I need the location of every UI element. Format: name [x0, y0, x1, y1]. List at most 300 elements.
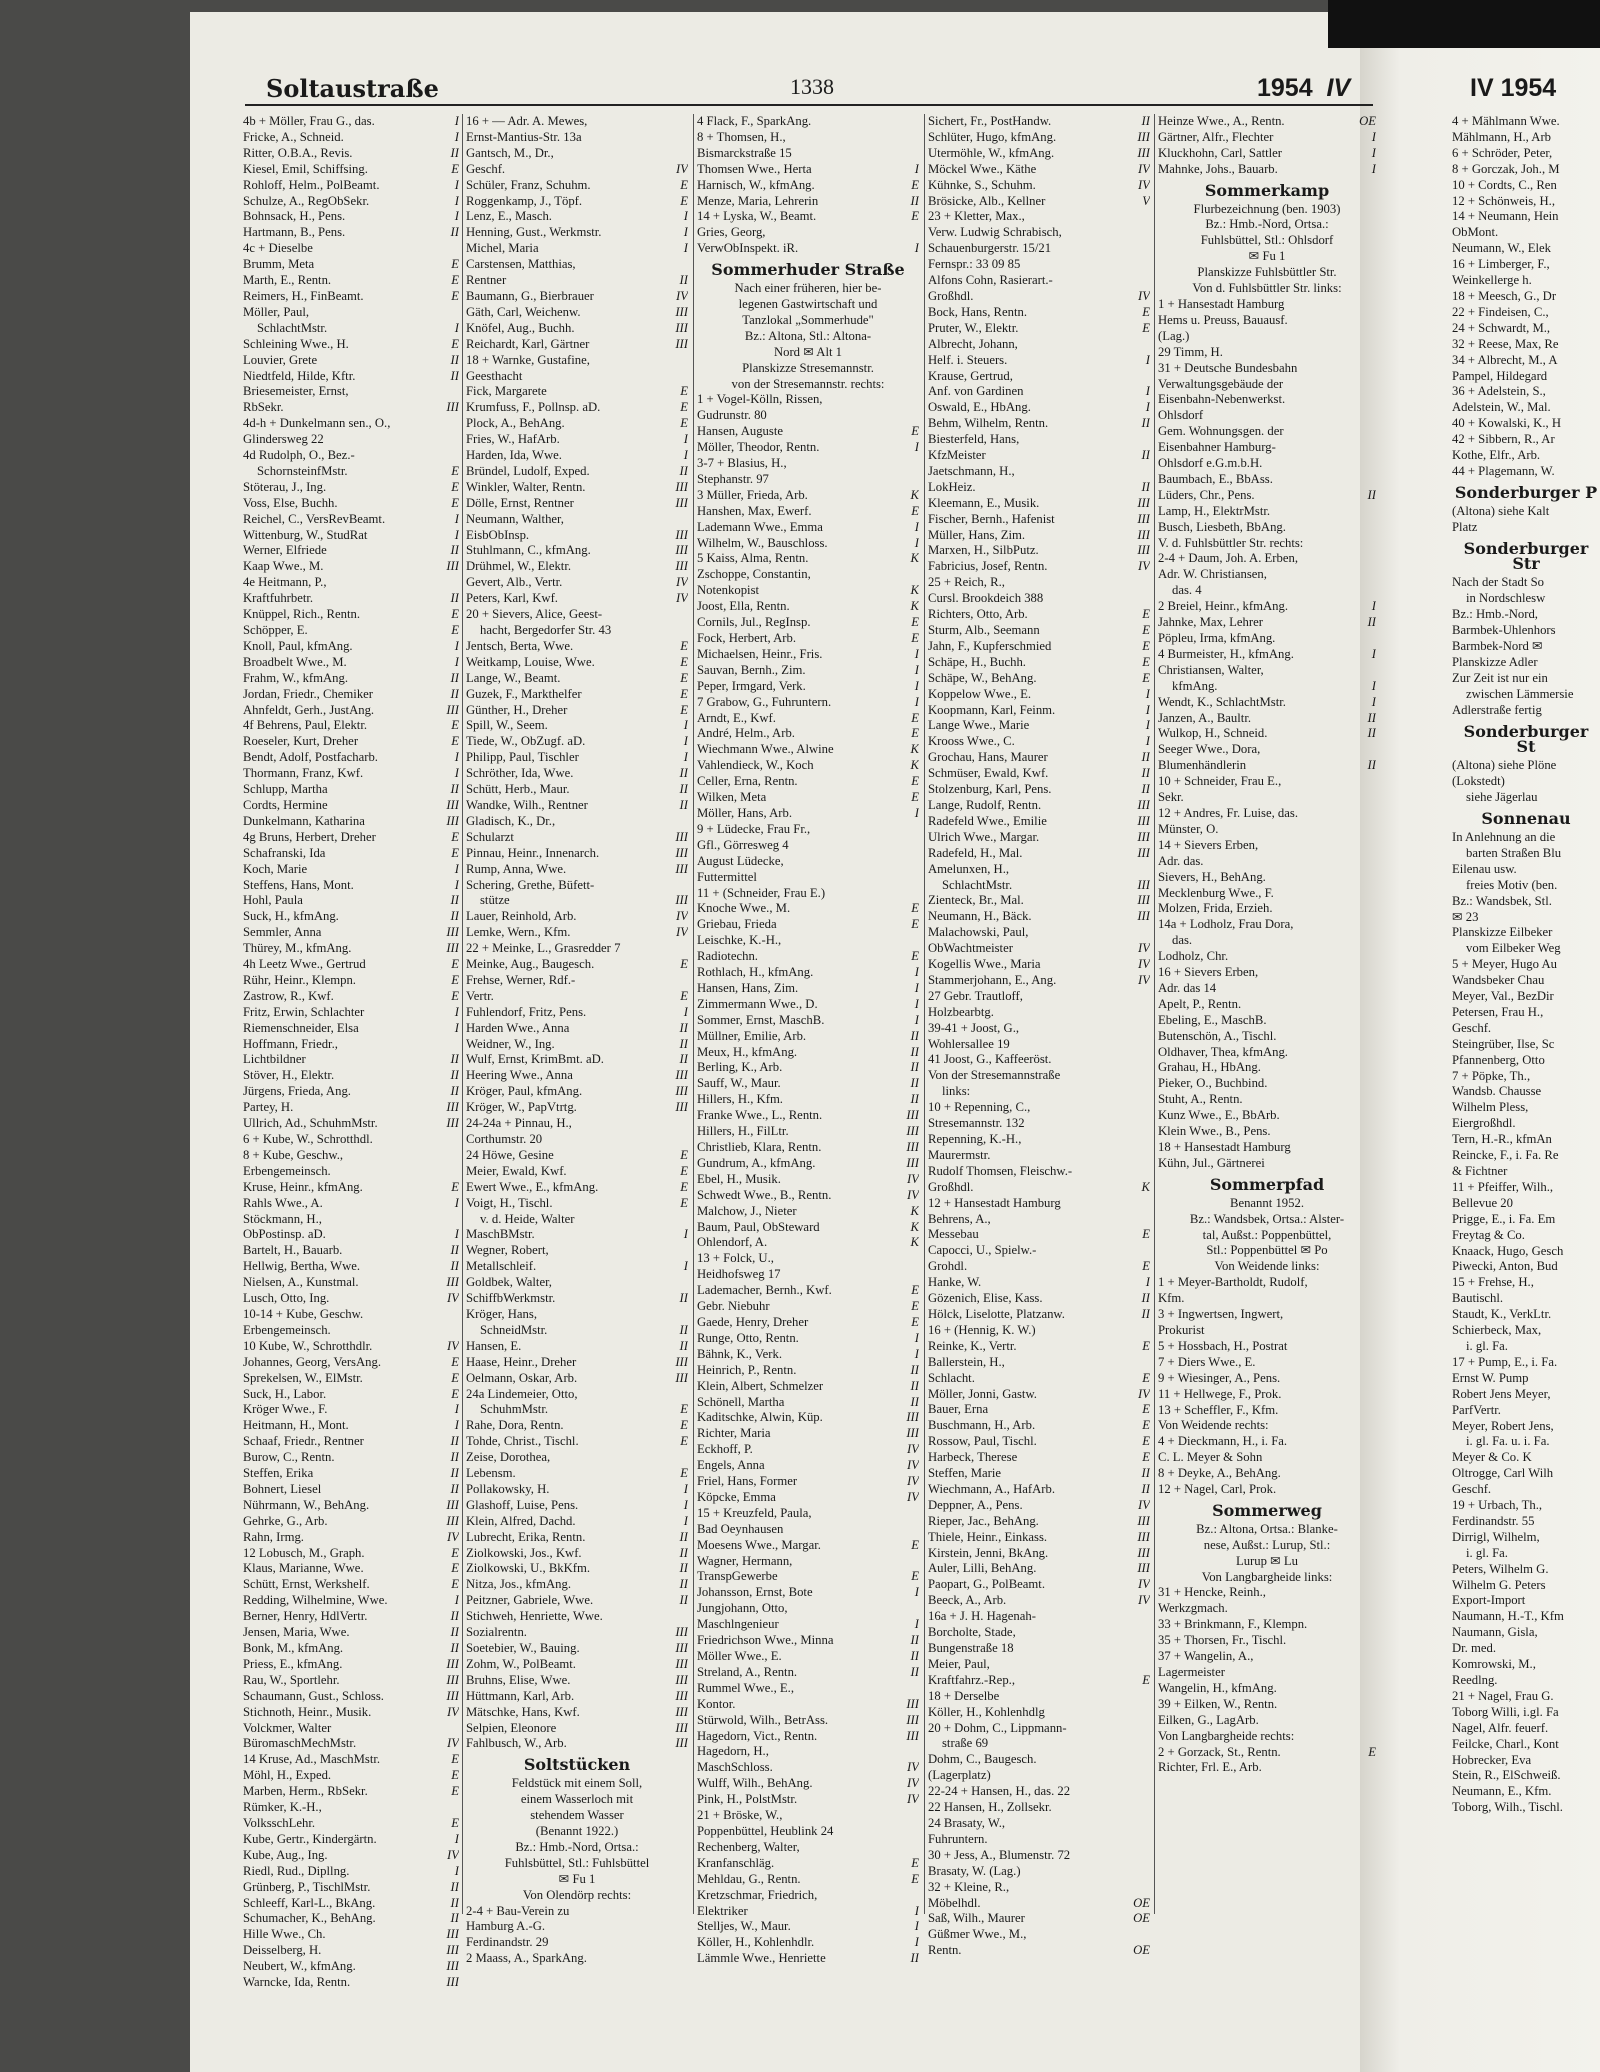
entry-text: 3 + Ingwertsen, Ingwert,: [1158, 1307, 1284, 1322]
directory-entry: [466, 1037, 688, 1053]
directory-entry: [1158, 1617, 1376, 1633]
directory-entry: [466, 1132, 688, 1148]
entry-text: Köller, H., Kohlenhdlg: [928, 1704, 1045, 1719]
directory-entry: [466, 798, 688, 814]
directory-entry: [1452, 337, 1600, 353]
directory-entry: [243, 925, 459, 941]
directory-entry: [1452, 1307, 1600, 1323]
entry-text: Hagedorn, H.,: [697, 1744, 769, 1759]
floor-code: I: [683, 241, 688, 256]
street-description: Fuhlsbüttel, Stl.: Fuhlsbüttel: [504, 1855, 650, 1870]
directory-entry: [928, 194, 1150, 210]
floor-code: E: [451, 463, 459, 478]
entry-text: Zschoppe, Constantin,: [697, 567, 811, 582]
directory-entry: [466, 909, 688, 925]
directory-entry: [243, 766, 459, 782]
entry-text: 20 + Dohm, C., Lippmann-: [928, 1720, 1067, 1735]
floor-code: E: [1142, 638, 1150, 653]
entry-text: Mählmann, H., Arb: [1452, 129, 1552, 144]
directory-entry: [466, 1148, 688, 1164]
directory-entry: [1452, 591, 1600, 607]
entry-text: Friel, Hans, Former: [697, 1474, 798, 1489]
floor-code: E: [1142, 1227, 1150, 1242]
floor-code: III: [446, 1497, 459, 1512]
entry-text: & Fichtner: [1452, 1164, 1508, 1178]
street-description: Flurbezeichnung (ben. 1903): [1193, 201, 1341, 216]
street-description: Stl.: Poppenbüttel ✉ Po: [1206, 1243, 1328, 1258]
entry-text: Suck, H., kfmAng.: [243, 909, 339, 924]
directory-entry: [466, 1116, 688, 1132]
entry-text: Freytag & Co.: [1452, 1227, 1525, 1242]
directory-entry: [466, 1084, 688, 1100]
floor-code: E: [451, 495, 459, 510]
directory-entry: [697, 504, 919, 520]
entry-text: Reichel, C., VersRevBeamt.: [243, 511, 386, 526]
entry-text: 10 Kube, W., Schrotthdlr.: [243, 1338, 373, 1353]
entry-text: 22 Hansen, H., Zollsekr.: [928, 1800, 1052, 1815]
directory-entry: [466, 1402, 688, 1418]
entry-text: Christlieb, Klara, Rentn.: [697, 1140, 822, 1154]
entry-text: Engels, Anna: [697, 1458, 765, 1473]
directory-entry: [243, 146, 459, 162]
entry-text: Lademacher, Bernh., Kwf.: [697, 1283, 832, 1298]
entry-text: Rahe, Dora, Rentn.: [466, 1418, 564, 1433]
floor-code: I: [683, 448, 688, 463]
directory-entry: [1158, 361, 1376, 377]
directory-entry: [243, 1927, 459, 1943]
floor-code: III: [1137, 909, 1150, 924]
directory-entry: [243, 798, 459, 814]
entry-text: 8 + Deyke, A., BehAng.: [1158, 1466, 1281, 1481]
floor-code: III: [1137, 543, 1150, 558]
directory-entry: [928, 1514, 1150, 1530]
floor-code: E: [451, 336, 459, 351]
entry-text: 10-14 + Kube, Geschw.: [243, 1306, 364, 1321]
entry-text: Stöver, H., Elektr.: [243, 1068, 335, 1083]
entry-text: 11 + (Schneider, Frau E.): [697, 885, 826, 900]
directory-entry: [697, 1729, 919, 1745]
entry-text: Petersen, Frau H.,: [1452, 1004, 1544, 1019]
directory-entry: [928, 1148, 1150, 1164]
entry-text: Runge, Otto, Rentn.: [697, 1330, 799, 1345]
street-description: Tanzlokal „Sommerhude": [742, 312, 874, 327]
directory-entry: [697, 567, 919, 583]
directory-entry: [466, 1355, 688, 1371]
entry-text: Bohnsack, H., Pens.: [243, 209, 346, 224]
directory-entry: [928, 1736, 1150, 1752]
directory-entry: [1158, 162, 1376, 178]
directory-entry: [1452, 1625, 1600, 1641]
floor-code: II: [910, 1060, 919, 1075]
floor-code: I: [1371, 161, 1376, 176]
entry-text: Schleeff, Karl-L., BkAng.: [243, 1895, 376, 1910]
directory-entry: [1452, 671, 1600, 687]
entry-text: Güßmer Wwe., M.,: [928, 1927, 1027, 1942]
entry-text: Ziolkowski, U., BkKfm.: [466, 1561, 591, 1576]
directory-entry: [928, 1800, 1150, 1816]
directory-entry: [697, 146, 919, 162]
entry-text: Eiergroßhdl.: [1452, 1116, 1516, 1131]
entry-text: Vertr.: [466, 988, 494, 1003]
entry-text: 34 + Albrecht, M., A: [1452, 352, 1558, 367]
entry-text: Möller, Jonni, Gastw.: [928, 1386, 1037, 1401]
directory-entry: [243, 830, 459, 846]
entry-text: 4d-h + Dunkelmann sen., O.,: [243, 416, 391, 431]
directory-entry: [1452, 1355, 1600, 1371]
entry-text: i. gl. Fa.: [1466, 1338, 1508, 1353]
directory-entry: [928, 1387, 1150, 1403]
directory-entry: [697, 551, 919, 567]
entry-text: 4f Behrens, Paul, Elektr.: [243, 718, 368, 733]
directory-entry: [1452, 384, 1600, 400]
entry-text: Schäpe, H., Buchh.: [928, 654, 1026, 669]
entry-text: Eilenau usw.: [1452, 861, 1517, 876]
floor-code: II: [679, 1561, 688, 1576]
entry-text: 39 + Eilken, W., Rentn.: [1158, 1696, 1278, 1711]
floor-code: IV: [907, 1474, 919, 1489]
entry-text: 39-41 + Joost, G.,: [928, 1020, 1020, 1035]
entry-text: Louvier, Grete: [243, 352, 318, 367]
directory-entry: [243, 1275, 459, 1291]
directory-entry: [928, 1784, 1150, 1800]
directory-entry: [243, 194, 459, 210]
floor-code: I: [914, 980, 919, 995]
directory-entry: [1158, 917, 1376, 933]
entry-text: Glindersweg 22: [243, 432, 324, 447]
entry-text: Hellwig, Bertha, Wwe.: [243, 1259, 361, 1274]
directory-entry: [697, 822, 919, 838]
entry-text: Lämmle Wwe., Henriette: [697, 1951, 826, 1966]
directory-entry: [243, 607, 459, 623]
entry-text: Ohlsdorf e.G.m.b.H.: [1158, 456, 1263, 471]
directory-entry: [928, 1546, 1150, 1562]
entry-text: 9 + Lüdecke, Frau Fr.,: [697, 821, 811, 836]
entry-text: 36 + Adelstein, S.,: [1452, 384, 1546, 399]
directory-entry: [1158, 313, 1376, 329]
directory-entry: [1452, 894, 1600, 910]
floor-code: IV: [447, 1529, 459, 1544]
floor-code: II: [450, 1641, 459, 1655]
entry-text: Heinze Wwe., A., Rentn.: [1158, 114, 1285, 128]
directory-entry: [243, 1052, 459, 1068]
entry-text: 4 Burmeister, H., kfmAng.: [1158, 646, 1294, 661]
entry-text: Jahn, F., Kupferschmied: [928, 638, 1052, 653]
entry-text: Heinrich, P., Rentn.: [697, 1362, 797, 1377]
directory-entry: [1158, 1092, 1376, 1108]
entry-text: Stöckmann, H.,: [243, 1211, 322, 1226]
floor-code: IV: [907, 1458, 919, 1473]
floor-code: II: [450, 591, 459, 606]
directory-entry: [466, 1482, 688, 1498]
directory-entry: [243, 1816, 459, 1832]
entry-text: Pampel, Hildegard: [1452, 368, 1548, 383]
entry-text: Eisenbahner Hamburg-: [1158, 440, 1276, 455]
entry-text: Radefeld Wwe., Emilie: [928, 813, 1047, 828]
directory-entry: [466, 432, 688, 448]
floor-code: III: [906, 1140, 919, 1154]
entry-text: Arndt, E., Kwf.: [697, 710, 776, 725]
entry-text: Schierbeck, Max,: [1452, 1323, 1542, 1338]
directory-entry: [697, 854, 919, 870]
street-description: Feldstück mit einem Soll,: [511, 1776, 643, 1791]
entry-text: Haase, Heinr., Dreher: [466, 1354, 577, 1369]
directory-entry: [466, 543, 688, 559]
directory-entry: [697, 1681, 919, 1697]
entry-text: (Altona) siehe Plöne: [1452, 758, 1557, 773]
entry-text: SchneidMstr.: [480, 1322, 548, 1337]
directory-entry: [466, 1021, 688, 1037]
floor-code: II: [450, 225, 459, 240]
directory-entry: [1158, 742, 1376, 758]
floor-code: II: [450, 1911, 459, 1926]
entry-text: Thürey, M., kfmAng.: [243, 941, 352, 956]
directory-entry: [1452, 432, 1600, 448]
floor-code: III: [906, 1410, 919, 1425]
directory-entry: [243, 862, 459, 878]
directory-entry: [1158, 726, 1376, 742]
entry-text: 12 + Nagel, Carl, Prok.: [1158, 1482, 1277, 1497]
entry-text: Günther, H., Dreher: [466, 702, 568, 717]
directory-entry: [466, 1498, 688, 1514]
floor-code: III: [675, 1084, 688, 1099]
entry-text: Pink, H., PolstMstr.: [697, 1792, 798, 1807]
floor-code: III: [1137, 145, 1150, 160]
directory-entry: [928, 1339, 1150, 1355]
entry-text: Hillers, H., Kfm.: [697, 1092, 783, 1107]
entry-text: 4e Heitmann, P.,: [243, 575, 327, 590]
directory-entry: [697, 949, 919, 965]
floor-code: I: [914, 1935, 919, 1950]
directory-entry: [1452, 1244, 1600, 1260]
floor-code: IV: [1138, 161, 1150, 176]
floor-code: III: [675, 527, 688, 542]
entry-text: 24 Brasaty, W.,: [928, 1815, 1006, 1830]
directory-entry: [243, 353, 459, 369]
floor-code: III: [675, 559, 688, 574]
entry-text: Steingrüber, Ilse, Sc: [1452, 1036, 1555, 1051]
directory-entry: [466, 734, 688, 750]
directory-entry: [1452, 1737, 1600, 1753]
directory-entry: [697, 726, 919, 742]
directory-entry: [243, 289, 459, 305]
entry-text: Pinnau, Heinr., Innenarch.: [466, 845, 600, 860]
directory-entry: [466, 1951, 688, 1967]
directory-entry: [928, 209, 1150, 225]
entry-text: Fries, W., HafArb.: [466, 432, 560, 447]
entry-text: 16 + Sievers Erben,: [1158, 965, 1259, 980]
directory-entry: [1158, 711, 1376, 727]
entry-text: Stichnoth, Heinr., Musik.: [243, 1704, 372, 1719]
directory-entry: [1452, 607, 1600, 623]
directory-entry: [243, 1641, 459, 1657]
directory-entry: [1452, 910, 1600, 926]
directory-entry: [1452, 575, 1600, 591]
entry-text: 3 Müller, Frieda, Arb.: [697, 487, 808, 502]
directory-entry: [697, 520, 919, 536]
directory-entry: [1158, 440, 1376, 456]
floor-code: II: [450, 1609, 459, 1624]
floor-code: III: [446, 702, 459, 717]
directory-entry: [1452, 1180, 1600, 1196]
entry-text: 22-24 + Hansen, H., das. 22: [928, 1784, 1071, 1799]
entry-text: Vahlendieck, W., Koch: [697, 758, 814, 773]
directory-entry: [928, 464, 1150, 480]
directory-entry: [1158, 408, 1376, 424]
entry-text: 27 Gebr. Trautloff,: [928, 988, 1023, 1003]
directory-entry: [697, 758, 919, 774]
entry-text: Robert Jens Meyer,: [1452, 1386, 1551, 1401]
entry-text: Soetebier, W., Bauing.: [466, 1641, 580, 1655]
directory-entry: [928, 1259, 1150, 1275]
entry-text: Lange, W., Beamt.: [466, 670, 561, 685]
entry-text: 5 + Meyer, Hugo Au: [1452, 957, 1557, 972]
directory-entry: [243, 1243, 459, 1259]
entry-text: 40 + Kowalski, K., H: [1452, 416, 1562, 431]
street-description: Bz.: Hmb.-Nord, Ortsa.:: [1205, 217, 1329, 232]
directory-entry: [697, 1156, 919, 1172]
directory-entry: [1452, 1800, 1600, 1816]
entry-text: Weidner, W., Ing.: [466, 1036, 555, 1051]
directory-entry: [1452, 758, 1600, 774]
floor-code: E: [680, 670, 688, 685]
floor-code: I: [1371, 646, 1376, 661]
directory-entry: [243, 448, 459, 464]
entry-text: 13 + Scheffler, F., Kfm.: [1158, 1402, 1279, 1417]
directory-entry: [697, 583, 919, 599]
directory-entry: [1452, 400, 1600, 416]
entry-text: Fahlbusch, W., Arb.: [466, 1736, 567, 1751]
directory-entry: [697, 1919, 919, 1935]
floor-code: II: [679, 1338, 688, 1353]
entry-text: Baum, Paul, ObSteward: [697, 1219, 820, 1234]
entry-text: Notenkopist: [697, 583, 760, 598]
directory-entry: [466, 1387, 688, 1403]
floor-code: E: [680, 1402, 688, 1417]
street-description: ✉ Fu 1: [1248, 249, 1286, 264]
street-description: Fuhlsbüttel, Stl.: Ohlsdorf: [1200, 233, 1334, 248]
directory-entry: [466, 369, 688, 385]
directory-entry: [466, 957, 688, 973]
column-divider: [693, 114, 694, 1914]
street-description: Bz.: Hmb.-Nord, Ortsa.:: [515, 1839, 639, 1854]
directory-entry: [243, 1196, 459, 1212]
directory-entry: [1452, 1259, 1600, 1275]
directory-entry: [243, 1514, 459, 1530]
directory-entry: [928, 1673, 1150, 1689]
directory-entry: [243, 400, 459, 416]
directory-entry: [697, 241, 919, 257]
directory-entry: [928, 543, 1150, 559]
floor-code: I: [683, 1259, 688, 1274]
floor-code: II: [679, 1577, 688, 1592]
floor-code: II: [450, 909, 459, 924]
entry-text: 31 + Deutsche Bundesbahn: [1158, 360, 1298, 375]
entry-text: Hansen, Auguste: [697, 424, 783, 439]
entry-text: Gantsch, M., Dr.,: [466, 145, 554, 160]
directory-entry: [1158, 1076, 1376, 1092]
floor-code: III: [1137, 813, 1150, 828]
entry-text: Schmüser, Ewald, Kwf.: [928, 766, 1049, 781]
entry-text: Schleining Wwe., H.: [243, 336, 349, 351]
directory-entry: [928, 162, 1150, 178]
entry-text: 30 + Jess, A., Blumenstr. 72: [928, 1847, 1071, 1862]
floor-code: E: [1142, 1450, 1150, 1465]
floor-code: I: [1371, 694, 1376, 709]
street-description: Bz.: Altona, Stl.: Altona-: [744, 328, 872, 343]
directory-entry: [466, 289, 688, 305]
floor-code: V: [1142, 193, 1150, 208]
floor-code: III: [675, 1720, 688, 1735]
directory-entry: [243, 1021, 459, 1037]
entry-text: Schäpe, W., BehAng.: [928, 670, 1037, 685]
floor-code: IV: [676, 161, 688, 176]
directory-entry: [697, 209, 919, 225]
directory-entry: [928, 846, 1150, 862]
floor-code: E: [680, 1195, 688, 1210]
entry-text: 16 + Limberger, F.,: [1452, 257, 1550, 272]
entry-text: Meier, Paul,: [928, 1656, 990, 1671]
entry-text: Krumfuss, F., Pollnsp. aD.: [466, 400, 601, 415]
entry-text: Knöfel, Aug., Buchh.: [466, 320, 575, 335]
directory-entry: [697, 965, 919, 981]
entry-text: Repenning, K.-H.,: [928, 1132, 1022, 1146]
street-heading: Sonnenau: [1481, 809, 1571, 829]
floor-code: II: [910, 1633, 919, 1648]
floor-code: II: [450, 893, 459, 908]
directory-entry: [243, 178, 459, 194]
entry-text: Suck, H., Labor.: [243, 1386, 327, 1401]
directory-entry: [697, 981, 919, 997]
entry-text: Lüders, Chr., Pens.: [1158, 487, 1255, 502]
entry-text: 14 + Neumann, Hein: [1452, 209, 1559, 224]
directory-entry: [928, 1021, 1150, 1037]
entry-text: Butenschön, A., Tischl.: [1158, 1028, 1277, 1043]
directory-entry: [1158, 1466, 1376, 1482]
entry-text: Hanshen, Max, Ewerf.: [697, 503, 812, 518]
directory-entry: [1158, 1156, 1376, 1172]
floor-code: I: [914, 1585, 919, 1600]
floor-code: II: [1141, 782, 1150, 797]
directory-entry: [1158, 1371, 1376, 1387]
entry-text: ParfVertr.: [1452, 1402, 1501, 1417]
directory-entry: [1158, 1140, 1376, 1156]
entry-text: Malchow, J., Nieter: [697, 1203, 797, 1218]
directory-entry: [466, 989, 688, 1005]
floor-code: E: [911, 424, 919, 439]
floor-code: E: [451, 957, 459, 972]
running-head-street: Soltaustraße: [266, 74, 439, 103]
floor-code: II: [910, 1378, 919, 1393]
entry-text: Ritter, O.B.A., Revis.: [243, 145, 353, 160]
entry-text: SchiffbWerkmstr.: [466, 1291, 556, 1306]
directory-entry: [928, 1609, 1150, 1625]
floor-code: III: [675, 1736, 688, 1751]
floor-code: E: [911, 901, 919, 916]
floor-code: III: [1137, 797, 1150, 812]
entry-text: Peters, Karl, Kwf.: [466, 591, 558, 606]
directory-entry: [466, 496, 688, 512]
directory-entry: [1158, 1729, 1376, 1745]
directory-entry: [697, 1713, 919, 1729]
directory-entry: [1158, 1585, 1376, 1601]
entry-text: 9 + Wiesinger, A., Pens.: [1158, 1370, 1281, 1385]
entry-text: Lange, Rudolf, Rentn.: [928, 797, 1042, 812]
directory-entry: [466, 687, 688, 703]
directory-entry: [243, 1657, 459, 1673]
directory-entry: [1158, 870, 1376, 886]
entry-text: stütze: [480, 893, 510, 908]
directory-entry: [466, 1259, 688, 1275]
